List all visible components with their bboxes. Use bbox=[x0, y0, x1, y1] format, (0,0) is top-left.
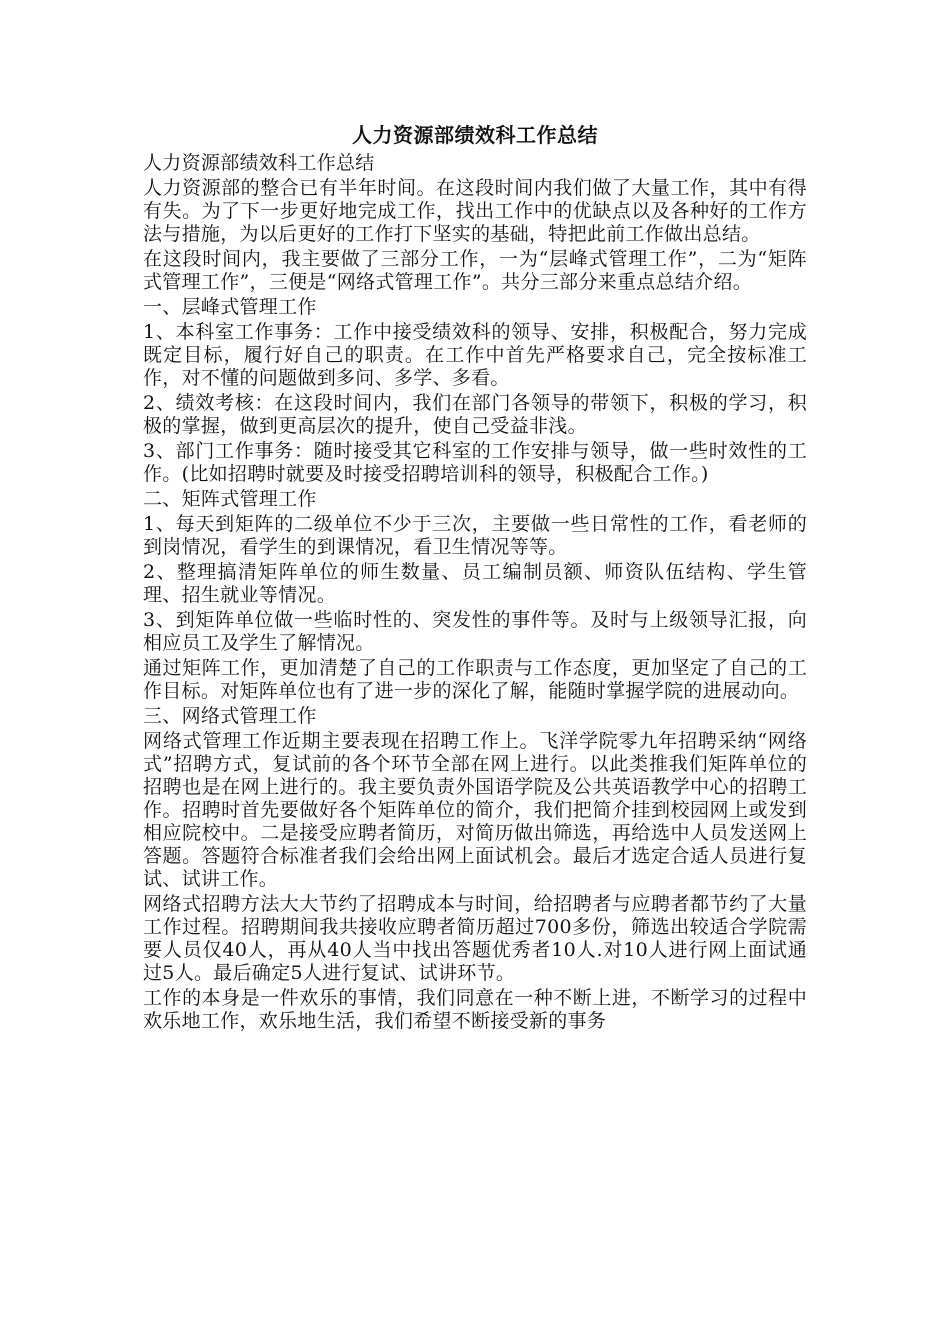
paragraph-2-3: 3、到矩阵单位做一些临时性的、突发性的事件等。及时与上级领导汇报，向相应员工及学生了解情况。 bbox=[143, 609, 807, 654]
paragraph-2-summary: 通过矩阵工作，更加清楚了自己的工作职责与工作态度，更加坚定了自己的工作目标。对矩阵单位也有了进一步的深化了解，能随时掌握学院的进展动向。 bbox=[143, 657, 807, 702]
paragraph-closing: 工作的本身是一件欢乐的事情，我们同意在一种不断上进，不断学习的过程中欢乐地工作，欢乐地生活，我们希望不断接受新的事务 bbox=[143, 987, 807, 1032]
paragraph-1-3: 3、部门工作事务：随时接受其它科室的工作安排与领导，做一些时效性的工作。(比如招聘时就要及时接受招聘培训科的领导，积极配合工作。) bbox=[143, 440, 807, 485]
document-page bbox=[143, 118, 807, 1035]
paragraph-subtitle: 人力资源部绩效科工作总结 bbox=[143, 152, 375, 174]
paragraph-2-1: 1、每天到矩阵的二级单位不少于三次，主要做一些日常性的工作，看老师的到岗情况，看学生的到课情况，看卫生情况等等。 bbox=[143, 513, 807, 558]
paragraph-overview: 在这段时间内，我主要做了三部分工作，一为“层峰式管理工作”，二为“矩阵式管理工作”，三便是“网络式管理工作”。共分三部分来重点总结介绍。 bbox=[143, 248, 807, 293]
paragraph-3-2: 网络式招聘方法大大节约了招聘成本与时间，给招聘者与应聘者都节约了大量工作过程。招聘期间我共接收应聘者简历超过700多份，筛选出较适合学院需要人员仅40人，再从40人当中找出答题优秀者10人.对10人进行网上面试通过5人。最后确定5人进行复试、试讲环节。 bbox=[143, 893, 807, 984]
paragraph-intro: 人力资源部的整合已有半年时间。在这段时间内我们做了大量工作，其中有得有失。为了下一步更好地完成工作，找出工作中的优缺点以及各种好的工作方法与措施，为以后更好的工作打下坚实的基础，特把此前工作做出总结。 bbox=[143, 177, 807, 245]
section-heading-1: 一、层峰式管理工作 bbox=[143, 296, 317, 318]
paragraph-1-1: 1、本科室工作事务：工作中接受绩效科的领导、安排，积极配合，努力完成既定目标，履行好自己的职责。在工作中首先严格要求自己，完全按标准工作，对不懂的问题做到多问、多学、多看。 bbox=[143, 321, 807, 389]
paragraph-2-2: 2、整理搞清矩阵单位的师生数量、员工编制员额、师资队伍结构、学生管理、招生就业等情况。 bbox=[143, 561, 807, 606]
paragraph-3-1: 网络式管理工作近期主要表现在招聘工作上。飞洋学院零九年招聘采纳“网络式”招聘方式，复试前的各个环节全部在网上进行。以此类推我们矩阵单位的招聘也是在网上进行的。我主要负责外国语学院及公共英语教学中心的招聘工作。招聘时首先要做好各个矩阵单位的简介，我们把简介挂到校园网上或发到相应院校中。二是接受应聘者简历，对简历做出筛选，再给选中人员发送网上答题。答题符合标准者我们会给出网上面试机会。最后才选定合适人员进行复试、试讲工作。 bbox=[143, 730, 807, 890]
document-title: 人力资源部绩效科工作总结 bbox=[352, 123, 598, 147]
paragraph-1-2: 2、绩效考核：在这段时间内，我们在部门各领导的带领下，积极的学习，积极的掌握，做到更高层次的提升，使自己受益非浅。 bbox=[143, 392, 807, 437]
section-heading-2: 二、矩阵式管理工作 bbox=[143, 488, 317, 510]
section-heading-3: 三、网络式管理工作 bbox=[143, 705, 317, 727]
